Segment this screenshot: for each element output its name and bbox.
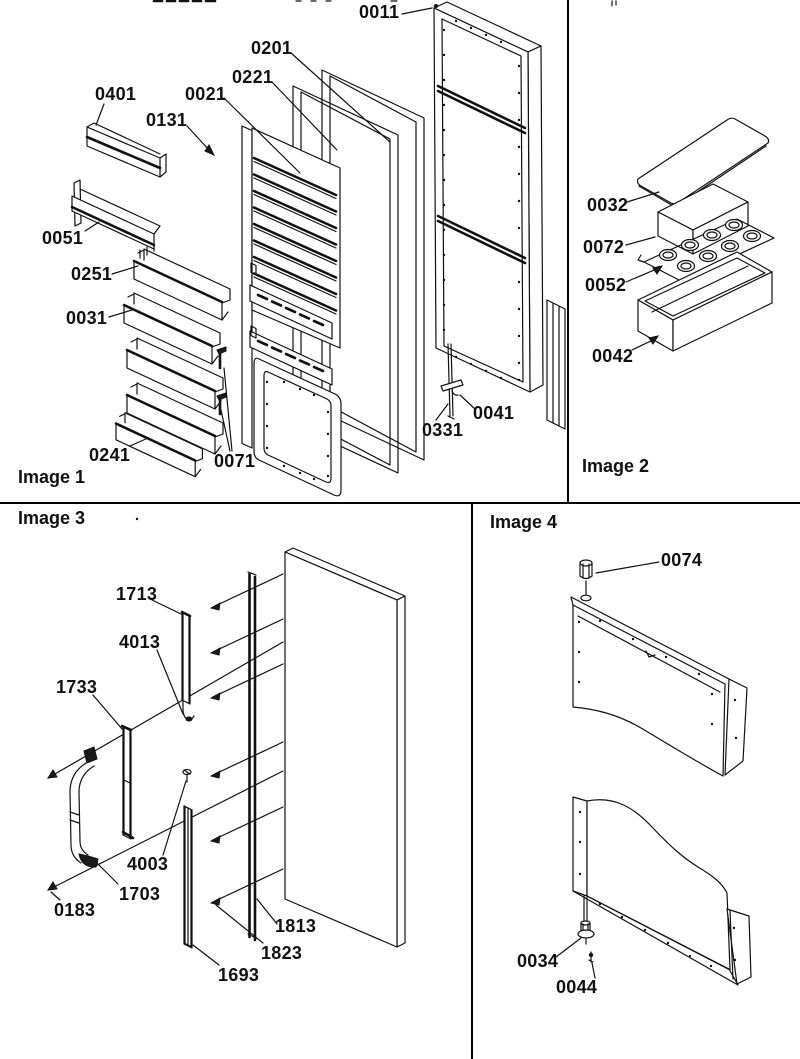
door-handle bbox=[70, 747, 98, 867]
quadrant-caption: Image 3 bbox=[18, 508, 86, 528]
part-label: 1733 bbox=[56, 677, 98, 697]
divider-vertical-top bbox=[567, 0, 569, 503]
quadrant-caption: Image 4 bbox=[490, 512, 558, 532]
part-label: 0011 bbox=[359, 2, 400, 22]
handle-trim-lower bbox=[573, 797, 751, 985]
trim-strip-upper bbox=[182, 612, 194, 721]
door-trim-channel bbox=[547, 300, 565, 429]
part-label: 0201 bbox=[251, 38, 293, 58]
handle-trim-upper bbox=[571, 597, 747, 776]
part-label: 0031 bbox=[66, 308, 108, 328]
part-label: 1693 bbox=[218, 965, 260, 985]
part-label: 0401 bbox=[95, 84, 137, 104]
part-label: 0041 bbox=[473, 403, 515, 423]
stray-dot bbox=[136, 518, 138, 520]
image1-art bbox=[0, 0, 568, 503]
part-label: 0131 bbox=[146, 110, 188, 130]
hinge-screw bbox=[589, 952, 593, 962]
part-label: 0032 bbox=[587, 195, 629, 215]
door-liner bbox=[242, 126, 341, 496]
part-label: 0052 bbox=[585, 275, 627, 295]
image4-art bbox=[471, 503, 800, 1059]
part-label: 0044 bbox=[556, 977, 598, 997]
part-label: 0042 bbox=[592, 346, 634, 366]
part-label: 0331 bbox=[422, 420, 464, 440]
door-bin bbox=[134, 249, 230, 320]
part-label: 1713 bbox=[116, 584, 158, 604]
divider-vertical-bottom bbox=[471, 503, 473, 1059]
door-outer-panel bbox=[434, 2, 543, 392]
door-panel bbox=[285, 548, 405, 947]
part-label: 4003 bbox=[127, 854, 169, 874]
hinge-cap bbox=[580, 560, 592, 601]
divider-horizontal bbox=[0, 502, 800, 504]
hinge-pin bbox=[578, 896, 594, 944]
trim-strip-mid bbox=[122, 726, 133, 839]
cropped-fragment bbox=[612, 1, 616, 6]
part-label: 1823 bbox=[261, 943, 303, 963]
part-label: 0074 bbox=[661, 550, 703, 570]
quadrant-caption: Image 1 bbox=[18, 467, 86, 487]
part-label: 0241 bbox=[89, 445, 131, 465]
part-label: 0034 bbox=[517, 951, 559, 971]
part-label: 0071 bbox=[214, 451, 256, 471]
part-label: 0072 bbox=[583, 237, 625, 257]
shelf-bin bbox=[72, 180, 160, 258]
shelf-cover bbox=[87, 123, 166, 177]
part-label: 0021 bbox=[185, 84, 227, 104]
handle-screw bbox=[183, 770, 191, 783]
screw-centerlines bbox=[211, 574, 283, 905]
part-label: 0221 bbox=[232, 67, 274, 87]
trim-strip-lower bbox=[184, 806, 192, 948]
part-label: 0183 bbox=[54, 900, 96, 920]
part-label: 0251 bbox=[71, 264, 113, 284]
part-label: 1813 bbox=[275, 916, 317, 936]
part-label: 4013 bbox=[119, 632, 161, 652]
part-label: 0051 bbox=[42, 228, 84, 248]
quadrant-caption: Image 2 bbox=[582, 456, 650, 476]
part-label: 1703 bbox=[119, 884, 161, 904]
